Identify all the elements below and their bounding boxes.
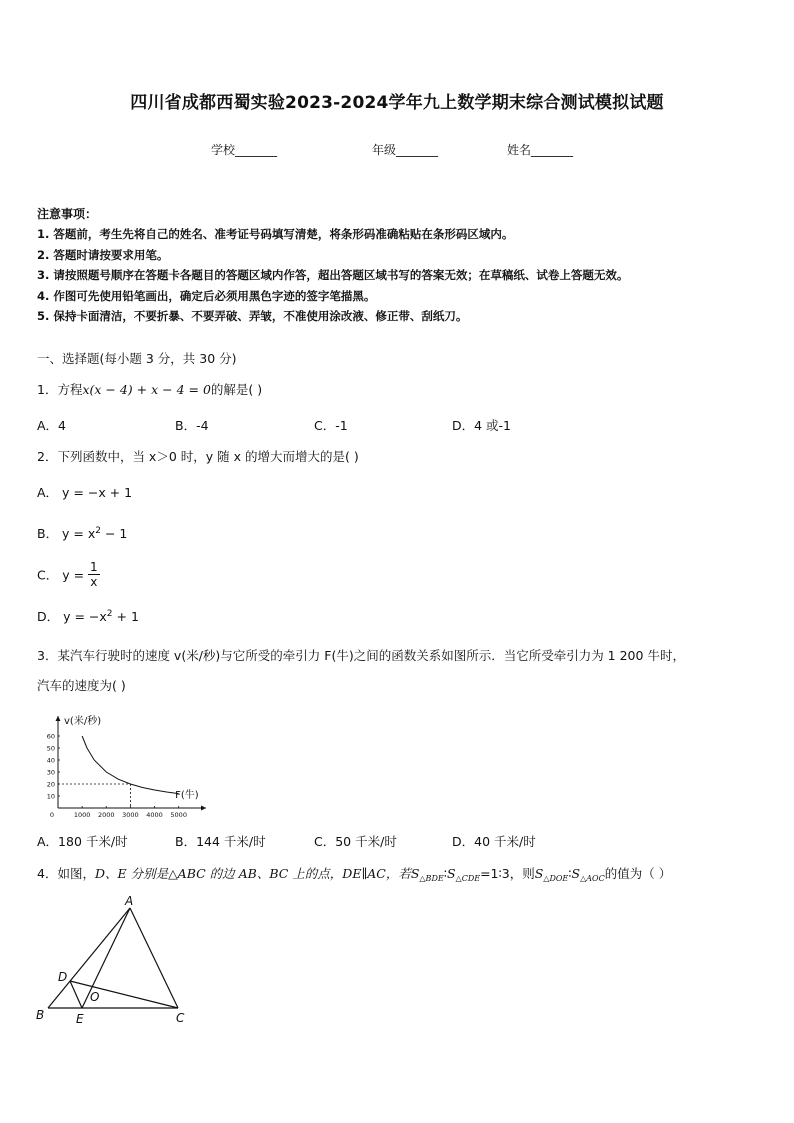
q4-area-4-sub: △AOC (580, 874, 605, 883)
q4-area-2: S (446, 866, 456, 881)
x-axis-arrow (201, 806, 206, 811)
label-b: B (36, 1008, 45, 1022)
q2-b-exponent: 2 (95, 525, 101, 536)
q2-c-denominator: x (90, 575, 98, 589)
q2-d-exponent: 2 (106, 608, 113, 619)
label-e: E (76, 1012, 84, 1026)
segment-dc (70, 981, 178, 1008)
x-tick-label: 1000 (73, 811, 91, 819)
q4-colon-1: ∶ (443, 866, 447, 881)
triangle-figure (30, 890, 200, 1030)
question-3-line2: 汽车的速度为( ) (37, 678, 126, 693)
note-item: 1. 答题前，考生先将自己的姓名、准考证号码填写清楚，将条形码准确粘贴在条形码区域内。 (37, 227, 514, 241)
q2-b-text: B． y = x (37, 526, 96, 541)
q3-option-d: D．40 千米/时 (452, 834, 536, 849)
q1-prefix: 1．方程 (37, 382, 83, 397)
q3-option-b: B．144 千米/时 (175, 834, 266, 849)
note-item: 4. 作图可先使用铅笔画出，确定后必须用黑色字迹的签字笔描黑。 (37, 289, 376, 303)
question-3-line1: 3．某汽车行驶时的速度 v(米/秒)与它所受的牵引力 F(牛)之间的函数关系如图所示．当它所受牵引力为 1 200 牛时， (37, 648, 685, 663)
q4-area-1: S (410, 866, 420, 881)
q3-option-a: A．180 千米/时 (37, 834, 128, 849)
y-tick-label: 50 (46, 744, 55, 753)
q4-area-3-sub: △DOE (543, 874, 569, 883)
y-tick-label: 20 (46, 780, 55, 789)
q1-suffix: 的解是( ) (210, 382, 263, 397)
q2-option-b (37, 524, 127, 542)
origin-label: 0 (49, 811, 55, 819)
x-tick-label: 4000 (146, 811, 163, 819)
section-heading: 一、选择题(每小题 3 分，共 30 分) (37, 351, 237, 366)
q2-b-tail: − 1 (101, 526, 128, 541)
name-field: 姓名_______ (507, 143, 574, 157)
y-axis-label: v(米/秒) (64, 716, 102, 727)
y-axis-arrow (56, 716, 61, 721)
q1-option-d: D．4 或-1 (452, 418, 512, 433)
y-tick-label: 60 (46, 732, 55, 741)
q4-area-2-sub: △CDE (455, 874, 481, 883)
q1-option-a: A．4 (37, 418, 67, 433)
q4-prefix: 4．如图， (37, 866, 95, 881)
x-axis-label: F(牛) (175, 790, 199, 801)
question-4 (37, 864, 671, 882)
grade-field: 年级_______ (372, 143, 439, 157)
q2-d-text: D． y = −x (37, 609, 107, 624)
question-2: 2．下列函数中，当 x＞0 时，y 随 x 的增大而增大的是( ) (37, 449, 359, 464)
q1-equation: x(x − 4) + x − 4 = 0 (82, 382, 211, 397)
note-item: 2. 答题时请按要求用笔。 (37, 248, 169, 262)
x-tick-label: 3000 (122, 811, 139, 819)
q4-suffix: 的值为（ ） (604, 866, 672, 881)
question-1 (37, 380, 262, 398)
velocity-force-chart (34, 702, 210, 820)
q1-option-c: C．-1 (314, 418, 348, 433)
q4-area-1-sub: △BDE (419, 874, 444, 883)
q4-stem: D、E 分别是△ABC 的边 AB、BC 上的点，DE∥AC，若 (94, 866, 411, 881)
x-tick-label: 2000 (98, 811, 115, 819)
q2-d-tail: + 1 (112, 609, 139, 624)
q2-c-numerator: 1 (90, 560, 98, 574)
y-tick-label: 40 (46, 756, 55, 765)
segment-ac (130, 908, 178, 1008)
label-o: O (90, 990, 100, 1004)
q2-c-text: C． y = (37, 567, 85, 583)
q1-option-b: B．-4 (175, 418, 209, 433)
label-c: C (176, 1011, 185, 1025)
q2-option-c (37, 560, 100, 589)
q4-area-4: S (571, 866, 581, 881)
y-tick-label: 30 (46, 768, 55, 777)
exam-title: 四川省成都西蜀实验2023-2024学年九上数学期末综合测试模拟试题 (130, 93, 664, 113)
q3-option-c: C．50 千米/时 (314, 834, 397, 849)
label-d: D (58, 970, 68, 984)
note-item: 3. 请按照题号顺序在答题卡各题目的答题区域内作答，超出答题区域书写的答案无效；在草稿纸、试卷上答题无效。 (37, 268, 629, 282)
school-field: 学校_______ (211, 143, 278, 157)
note-item: 5. 保持卡面清洁，不要折暴、不要弄破、弄皱，不准使用涂改液、修正带、刮纸刀。 (37, 309, 468, 323)
q4-colon-2: ∶ (568, 866, 572, 881)
label-a: A (125, 894, 134, 908)
segment-de (70, 981, 82, 1008)
q4-area-3: S (534, 866, 544, 881)
q4-ratio: =1∶3，则 (480, 866, 535, 881)
q2-c-fraction (88, 560, 100, 589)
q2-option-a: A． y = −x + 1 (37, 485, 133, 500)
x-tick-label: 5000 (170, 811, 187, 819)
y-tick-label: 10 (46, 792, 55, 801)
q2-option-d (37, 607, 139, 625)
notes-heading: 注意事项： (37, 207, 98, 221)
